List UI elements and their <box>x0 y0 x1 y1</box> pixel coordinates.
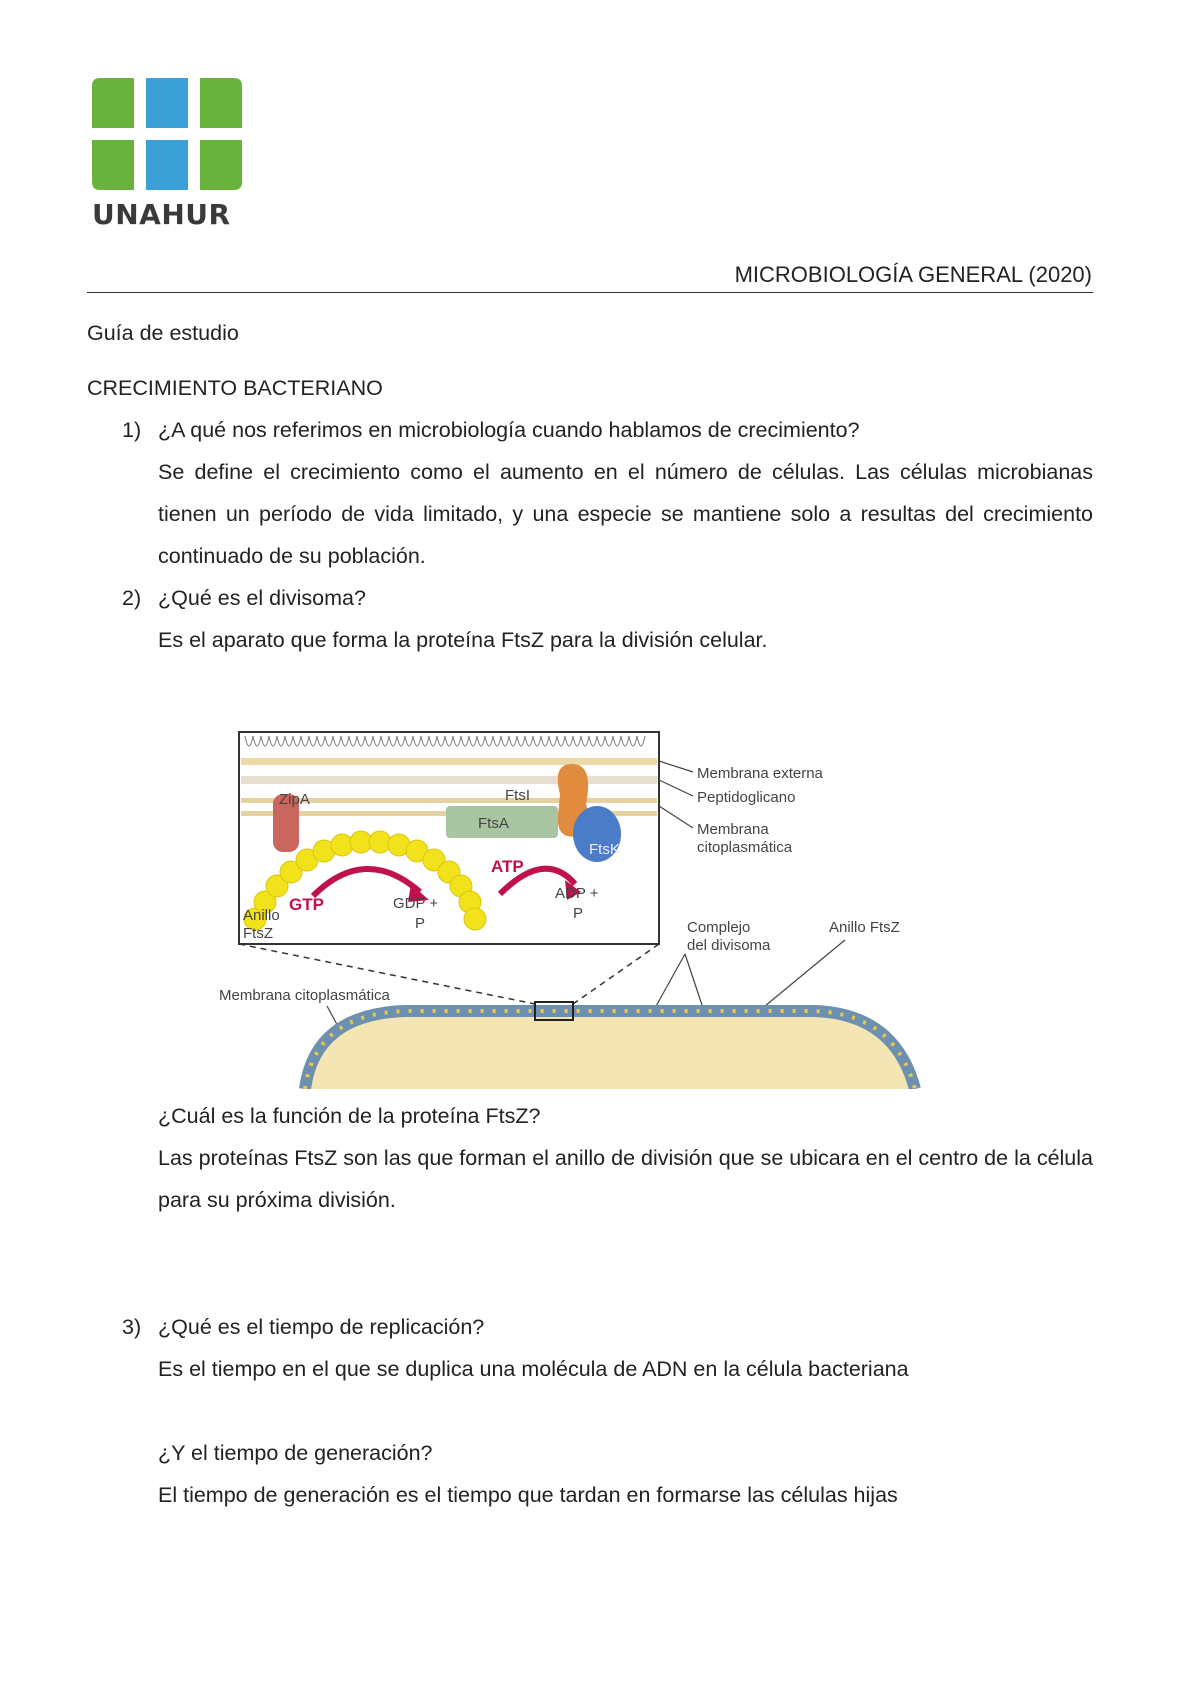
ring-label-line1: Anillo <box>243 907 280 924</box>
q1-number: 1) <box>122 418 142 442</box>
q2-subanswer: Las proteínas FtsZ son las que forman el anillo de división que se ubicara en el centro de la célula para su próxima división. <box>158 1146 1093 1212</box>
divisome-figure <box>215 714 1005 1089</box>
section-heading: CRECIMIENTO BACTERIANO <box>87 376 383 400</box>
q1-question: ¿A qué nos referimos en microbiología cuando hablamos de crecimiento? <box>158 418 860 442</box>
ring-label-line2: FtsZ <box>243 925 273 942</box>
divisome-diagram <box>215 714 1005 1089</box>
logo-text: UNAHUR <box>92 198 231 231</box>
cyto-membrane-label-line1: Membrana <box>697 821 769 838</box>
divisome-complex-label-line1: Complejo <box>687 919 751 936</box>
atp-label: ATP <box>491 857 524 876</box>
q2-number: 2) <box>122 586 142 610</box>
q2-answer: Es el aparato que forma la proteína FtsZ para la división celular. <box>158 628 768 652</box>
q3-subquestion: ¿Y el tiempo de generación? <box>158 1441 433 1465</box>
q2-subquestion: ¿Cuál es la función de la proteína FtsZ? <box>158 1104 541 1128</box>
course-title: MICROBIOLOGÍA GENERAL (2020) <box>734 262 1092 287</box>
zipa-label: ZipA <box>279 791 310 808</box>
pi-label-2: P <box>573 905 584 922</box>
header-divider <box>87 292 1093 293</box>
guide-title: Guía de estudio <box>87 321 239 345</box>
ftsz-ring-label: Anillo FtsZ <box>829 919 900 936</box>
gtp-label: GTP <box>289 895 324 914</box>
q3-number: 3) <box>122 1315 142 1339</box>
outer-membrane-label: Membrana externa <box>697 765 823 782</box>
adp-label: ADP + <box>555 885 599 902</box>
cyto-membrane-label-line2: citoplasmática <box>697 839 793 856</box>
q1-answer: Se define el crecimiento como el aumento en el número de células. Las células microbianas tienen un período de vida limitado, y una especie se mantiene solo a resultas del crecimiento continuado de su población. <box>158 460 1093 568</box>
unahur-logo-mark <box>92 78 242 198</box>
cyto-membrane-bottom-label: Membrana citoplasmática <box>219 987 390 1004</box>
q3-question: ¿Qué es el tiempo de replicación? <box>158 1315 485 1339</box>
peptidoglycan-label: Peptidoglicano <box>697 789 796 806</box>
divisome-complex-label-line2: del divisoma <box>687 937 771 954</box>
pi-label-1: P <box>415 915 426 932</box>
ftsk-label: FtsK <box>589 841 620 858</box>
q3-subanswer: El tiempo de generación es el tiempo que tardan en formarse las células hijas <box>158 1483 898 1507</box>
gdp-label: GDP + <box>393 895 439 912</box>
unahur-logo <box>92 78 242 238</box>
q3-answer: Es el tiempo en el que se duplica una molécula de ADN en la célula bacteriana <box>158 1357 909 1381</box>
bacterial-cell <box>305 1011 915 1089</box>
ftsi-label: FtsI <box>505 787 530 804</box>
ftsa-label: FtsA <box>478 815 509 832</box>
q2-question: ¿Qué es el divisoma? <box>158 586 366 610</box>
